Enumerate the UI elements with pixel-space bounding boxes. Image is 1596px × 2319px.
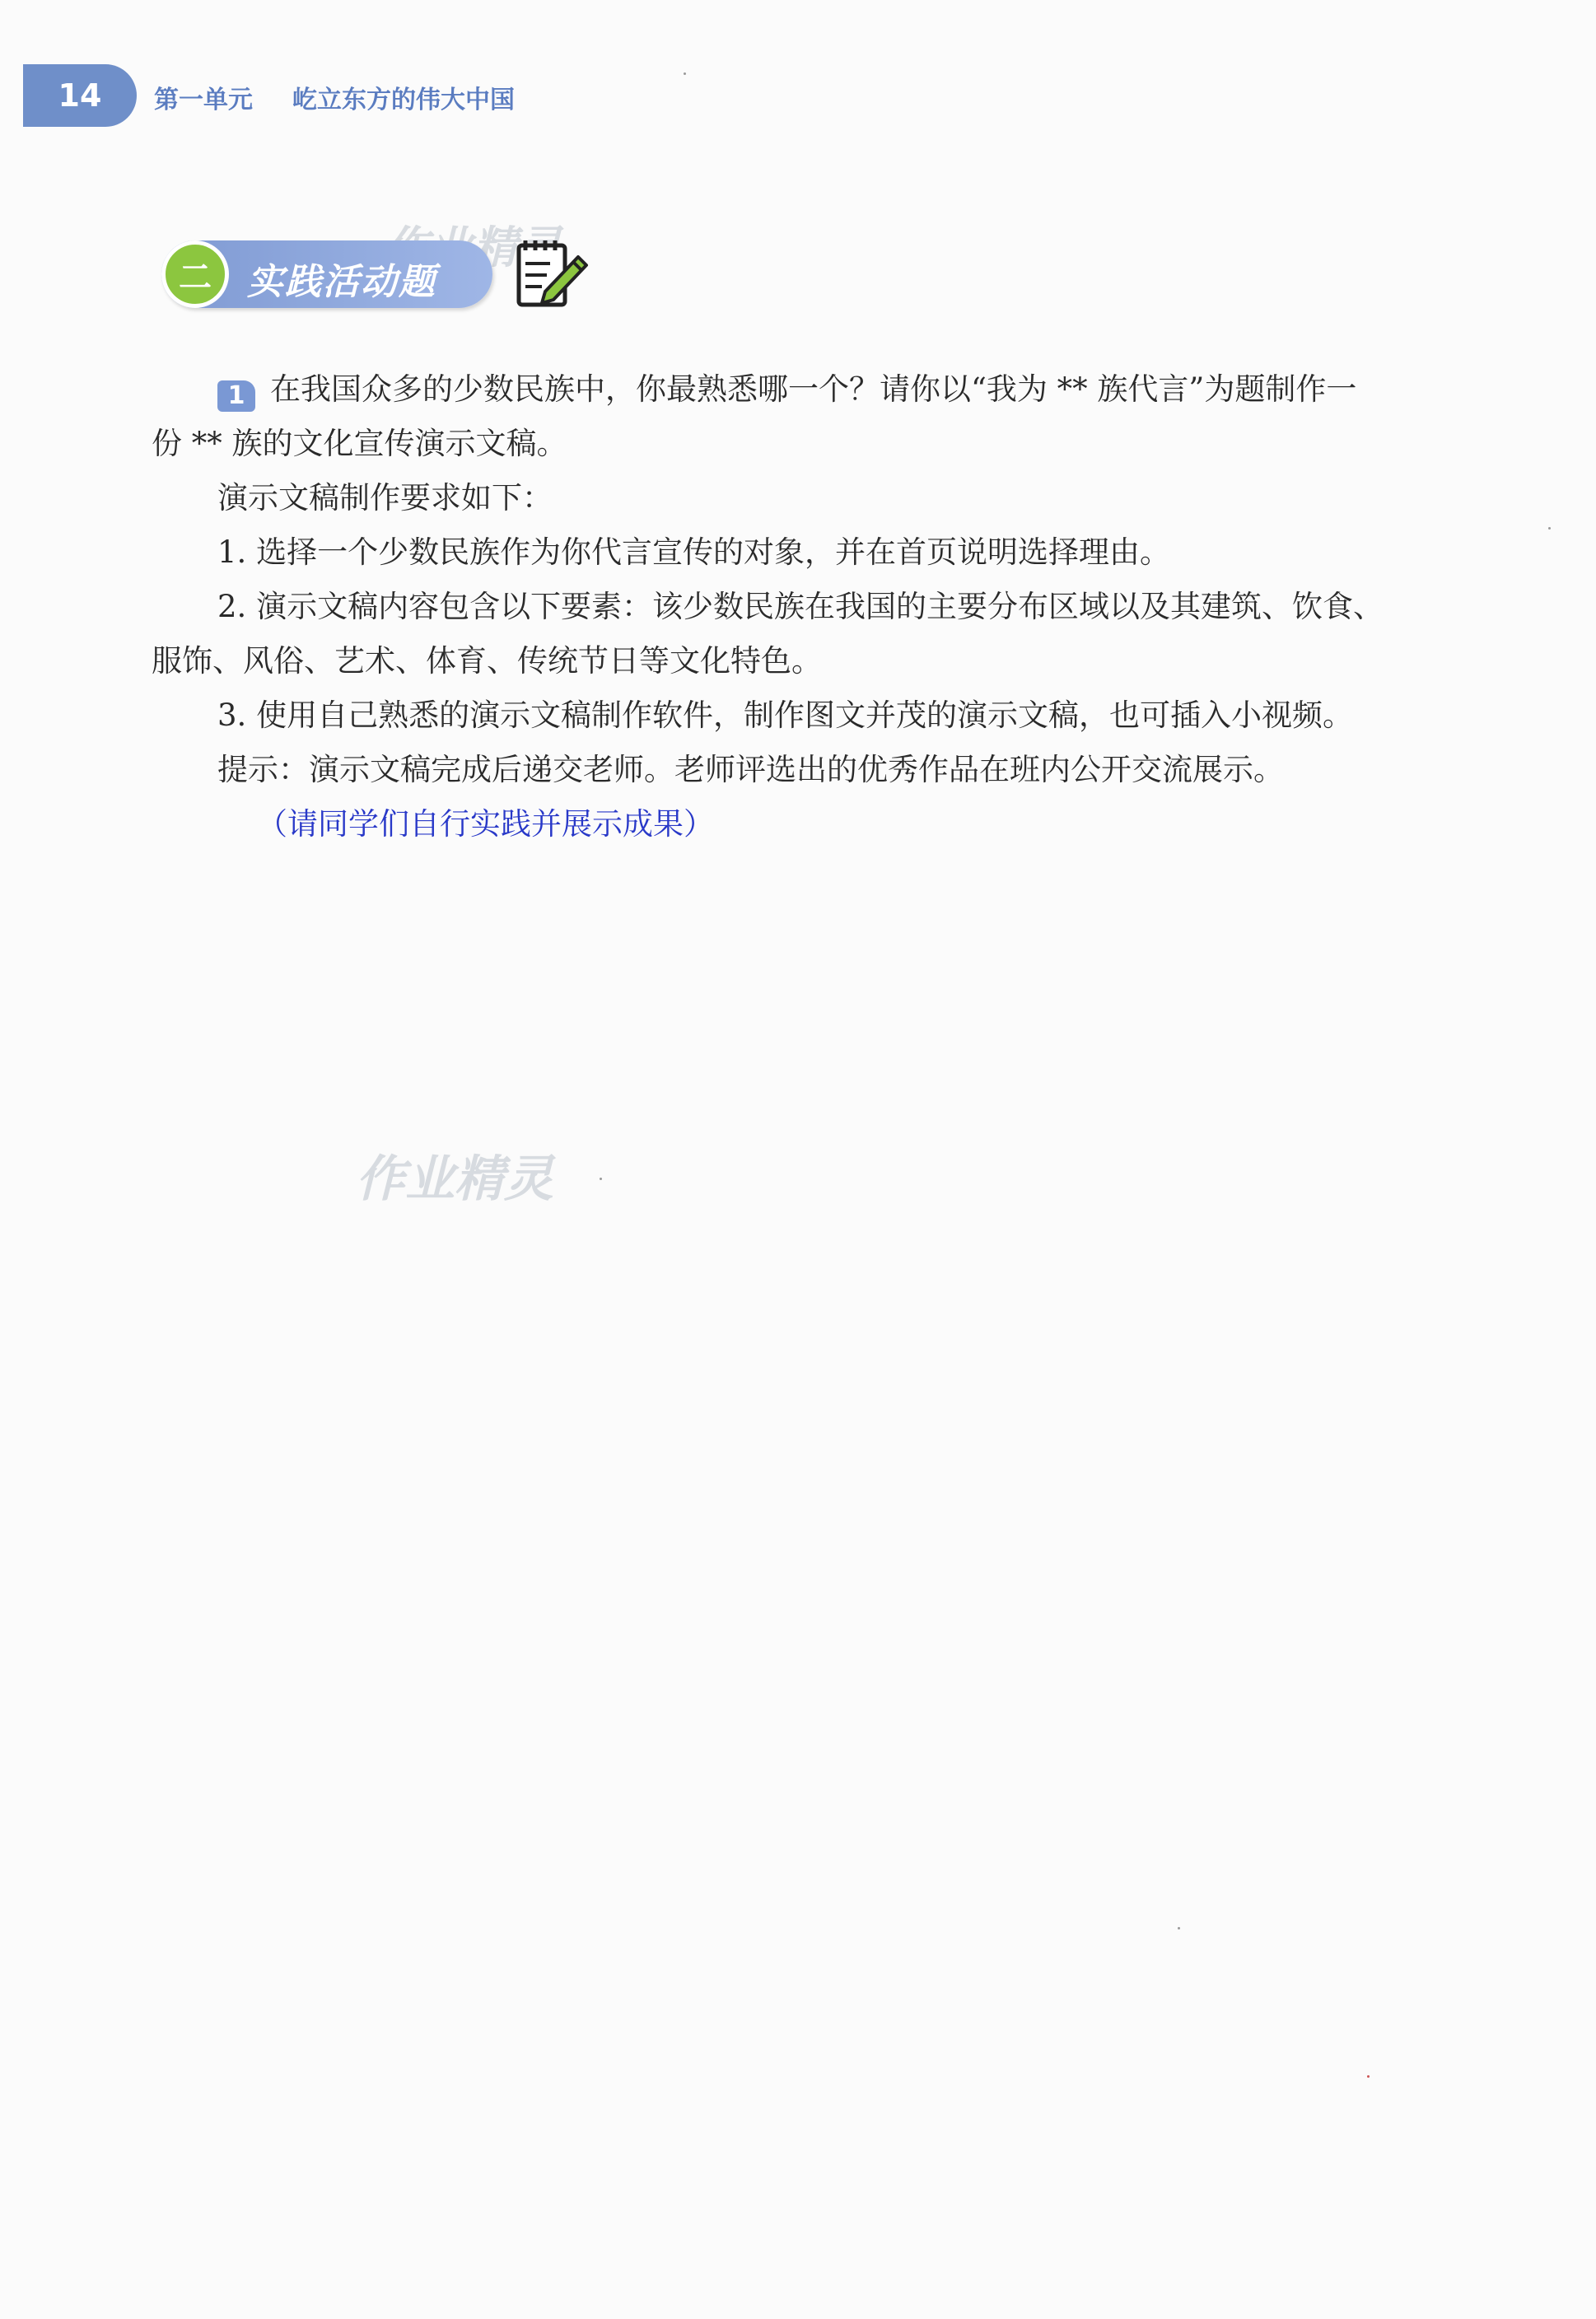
speck [684, 72, 686, 75]
question-number-badge: 1 [217, 380, 255, 412]
requirement-2-line-2: 服饰、风俗、艺术、体育、传统节日等文化特色。 [152, 643, 822, 679]
requirements-intro: 演示文稿制作要求如下： [217, 480, 553, 516]
question-line-1 [152, 362, 1477, 417]
speck [1367, 2075, 1370, 2078]
page-number: 14 [58, 77, 102, 114]
answer-text: （请同学们自行实践并展示成果） [257, 806, 714, 842]
watermark: 作业精灵 [356, 1150, 553, 1208]
unit-label: 第一单元 [154, 86, 253, 114]
notepad-pencil-icon [509, 232, 591, 315]
question-text-1: 在我国众多的少数民族中，你最熟悉哪一个？请你以“我为 ** 族代言”为题制作一 [270, 371, 1357, 407]
section-banner [161, 240, 492, 308]
page-number-tab [23, 64, 137, 127]
speck [600, 1178, 602, 1180]
question-block [152, 362, 1477, 852]
requirement-2-line-1: 2. 演示文稿内容包含以下要素：该少数民族在我国的主要分布区域以及其建筑、饮食、 [217, 589, 1384, 624]
unit-title: 屹立东方的伟大中国 [292, 86, 515, 114]
question-line-2: 份 ** 族的文化宣传演示文稿。 [152, 426, 567, 461]
speck [1548, 527, 1551, 530]
section-title: 实践活动题 [247, 261, 436, 303]
hint: 提示：演示文稿完成后递交老师。老师评选出的优秀作品在班内公开交流展示。 [217, 752, 1284, 787]
section-number-badge: 二 [161, 240, 229, 308]
requirement-1: 1. 选择一个少数民族作为你代言宣传的对象，并在首页说明选择理由。 [217, 534, 1171, 570]
speck [1178, 1927, 1180, 1929]
requirement-3: 3. 使用自己熟悉的演示文稿制作软件，制作图文并茂的演示文稿，也可插入小视频。 [217, 698, 1354, 733]
